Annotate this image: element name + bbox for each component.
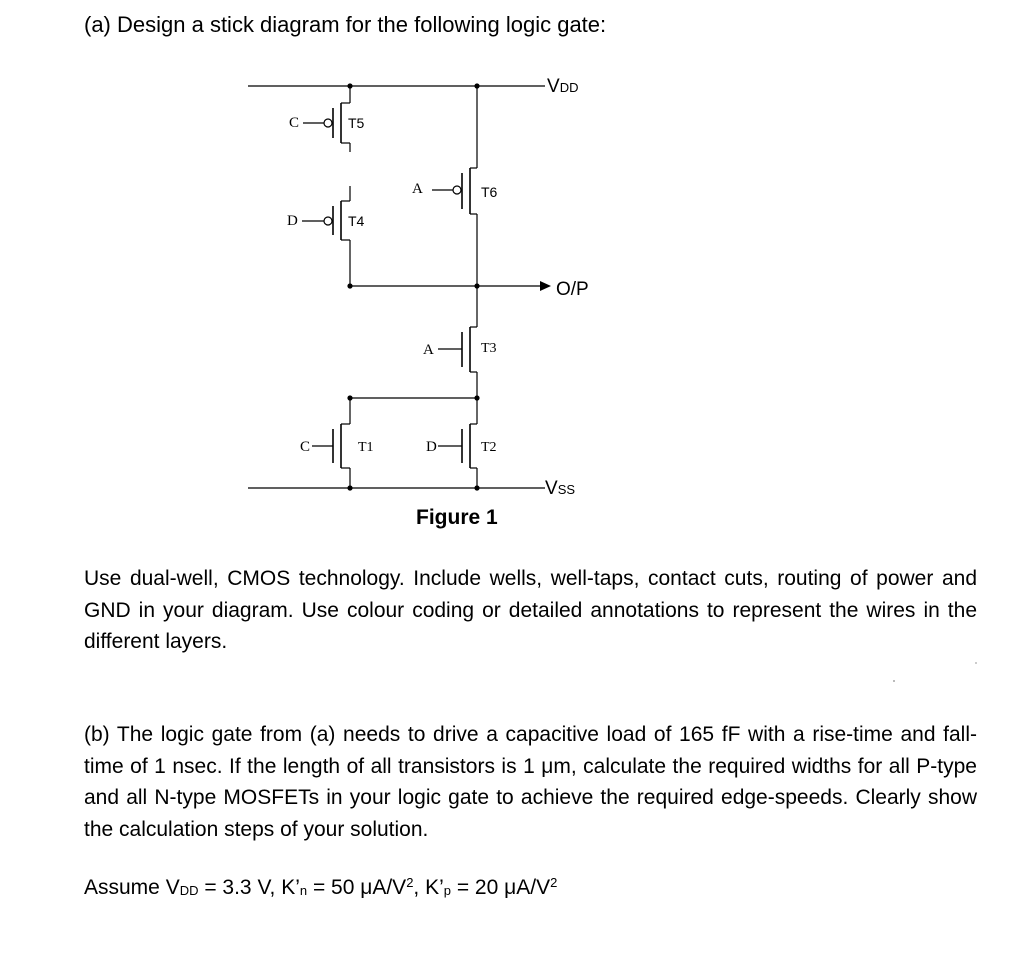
part-a-heading: (a) Design a stick diagram for the following logic gate: (84, 12, 607, 37)
part-a-instructions: Use dual-well, CMOS technology. Include wells, well-taps, contact cuts, routing of power and GND in your diagram. Use colour coding or detailed annotations to represent the wires in the different layers. (84, 567, 977, 653)
t6-gate-label: A (412, 181, 423, 197)
t1-label: T1 (358, 440, 374, 455)
output-label: O/P (556, 279, 589, 300)
t4-gate-label: D (287, 213, 298, 229)
t3-gate-label: A (423, 342, 434, 358)
t4-label: T4 (348, 213, 365, 229)
t2-gate-label: D (426, 439, 437, 455)
t3-label: T3 (481, 341, 497, 356)
vdd-label: VDD (547, 76, 579, 97)
assumptions-line: Assume $V_{DD} = 3.3$ V, $K’_n = 50$ $\mu A/V^2$, $K’_p = 20$ $\mu A/V^2$ (84, 875, 558, 899)
scan-speck-2 (893, 680, 895, 682)
junction-dots (347, 83, 479, 490)
t2-label: T2 (481, 440, 497, 455)
output-arrow (540, 281, 551, 291)
t6-label: T6 (481, 184, 498, 200)
t5-gate-label: C (289, 115, 300, 131)
schematic-wires (248, 86, 551, 488)
vss-label: VSS (545, 478, 576, 499)
t1-gate-label: C (300, 439, 311, 455)
part-b-question: (b) The logic gate from (a) needs to drive a capacitive load of 165 fF with a rise-time and fall-time of 1 nsec. If the length of all transistors is 1 μm, calculate the required widths for all P-type and all N-type MOSFETs in your logic gate to achieve the required edge-speeds. Clearly show the calculation steps of your solution. (84, 723, 977, 841)
figure-caption: Figure 1 (416, 506, 498, 529)
scan-speck (975, 662, 977, 664)
t5-label: T5 (348, 115, 365, 131)
